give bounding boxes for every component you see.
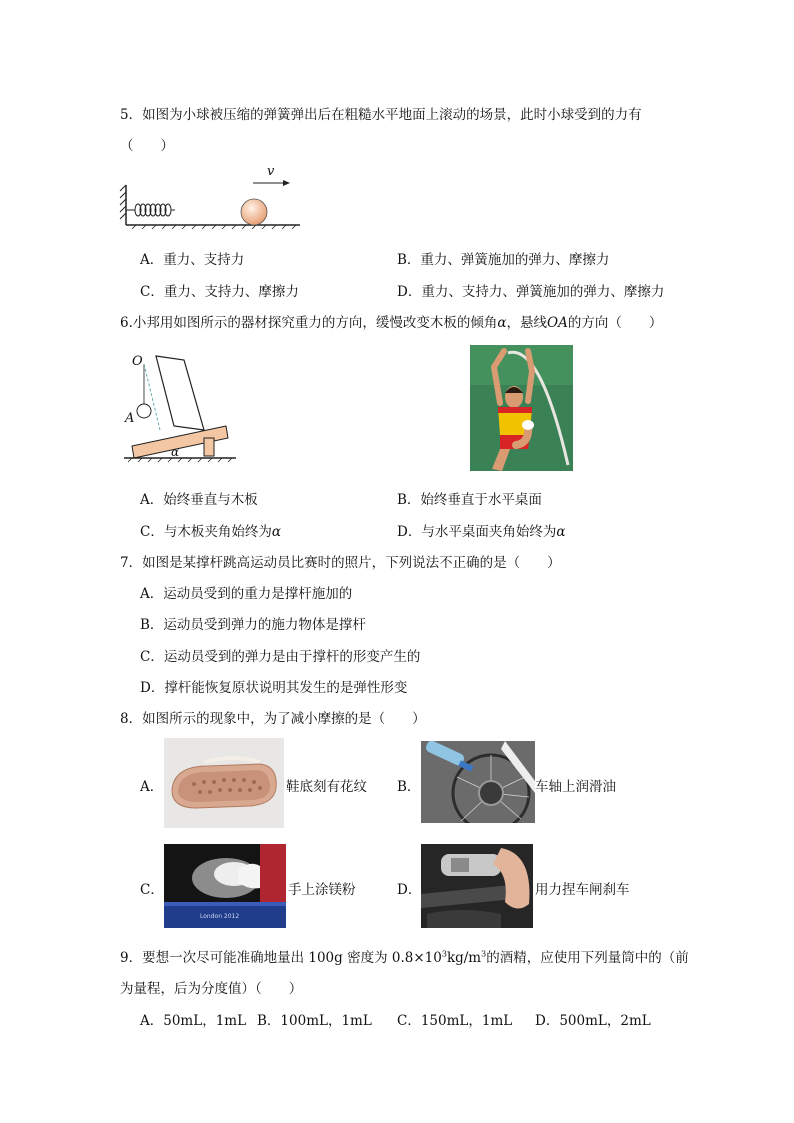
q8-option-c-letter: C． xyxy=(140,882,164,898)
q7-stem: 7．如图是某撑杆跳高运动员比赛时的照片，下列说法不正确的是（ ） xyxy=(120,555,561,571)
q6-oa-label: OA xyxy=(547,315,568,331)
q9-stem-line2: 为量程，后为分度值）（ ） xyxy=(120,981,303,997)
q7-option-c: C．运动员受到的弹力是由于撑杆的形变产生的 xyxy=(140,649,421,665)
q5-stem: 5．如图为小球被压缩的弹簧弹出后在粗糙水平地面上滚动的场景，此时小球受到的力有 xyxy=(120,107,642,123)
q8-stem: 8．如图所示的现象中，为了减小摩擦的是（ ） xyxy=(120,711,426,727)
q9-stem-part3: 的酒精，应使用下列量筒中的（前 xyxy=(486,950,689,966)
q6-option-d-alpha: α xyxy=(556,524,566,540)
q6-stem-part1: 6.小邦用如图所示的器材探究重力的方向，缓慢改变木板的倾角 xyxy=(120,315,498,331)
q6-point-o-label: O xyxy=(132,354,143,369)
pole-vault-photo xyxy=(470,345,573,471)
q9-stem-part1: 9．要想一次尽可能准确地量出 100g 密度为 0.8×10 xyxy=(120,950,442,966)
q6-angle-alpha-label: α xyxy=(171,445,180,459)
q9-stem-line1 xyxy=(120,946,689,966)
q8-shoe-sole-photo xyxy=(164,738,284,828)
q8-bike-brake-photo xyxy=(421,844,533,928)
q5-option-b: B．重力、弹簧施加的弹力、摩擦力 xyxy=(397,252,610,268)
q9-option-c: C．150mL，1mL xyxy=(397,1013,513,1029)
q9-stem-part2: kg/m xyxy=(446,950,482,966)
q6-option-b: B．始终垂直于水平桌面 xyxy=(397,492,542,508)
q5-option-c: C．重力、支持力、摩擦力 xyxy=(140,284,299,300)
q6-incline-figure xyxy=(122,352,242,467)
q5-option-d: D．重力、支持力、弹簧施加的弹力、摩擦力 xyxy=(397,284,665,300)
q6-stem xyxy=(120,311,662,331)
q8-option-a-caption: 鞋底刻有花纹 xyxy=(286,779,367,795)
q6-option-a: A．始终垂直与木板 xyxy=(140,492,258,508)
q9-option-a: A．50mL，1mL xyxy=(140,1013,247,1029)
q5-spring-ball-figure xyxy=(118,165,303,235)
q8-option-b-caption: 车轴上润滑油 xyxy=(535,779,616,795)
q6-option-c-alpha: α xyxy=(271,524,281,540)
q7-option-d: D．撑杆能恢复原状说明其发生的是弹性形变 xyxy=(140,680,408,696)
q6-option-d xyxy=(397,520,565,540)
q9-sup-3b: 3 xyxy=(481,949,487,959)
q8-bike-axle-photo xyxy=(421,741,535,823)
q5-option-a: A．重力、支持力 xyxy=(140,252,245,268)
q6-point-a-label: A xyxy=(125,411,135,426)
q6-stem-part2: ，悬线 xyxy=(506,315,548,331)
q9-option-d: D．500mL，2mL xyxy=(535,1013,651,1029)
q6-option-c-text: C．与木板夹角始终为 xyxy=(140,524,272,540)
q6-option-d-text: D．与水平桌面夹角始终为 xyxy=(397,524,557,540)
q9-sup-3a: 3 xyxy=(441,949,447,959)
q6-stem-part3: 的方向（ ） xyxy=(567,315,663,331)
q6-alpha-symbol: α xyxy=(497,315,507,331)
q8-option-b-letter: B． xyxy=(397,779,421,795)
q9-option-b: B．100mL，1mL xyxy=(257,1013,372,1029)
q8-option-d-caption: 用力捏车闸刹车 xyxy=(535,882,630,898)
q8-option-d-letter: D． xyxy=(397,882,422,898)
q7-option-a: A．运动员受到的重力是撑杆施加的 xyxy=(140,586,353,602)
q6-option-c xyxy=(140,520,281,540)
q8-box-text: London 2012 xyxy=(200,913,240,920)
q7-option-b: B．运动员受到弹力的施力物体是撑杆 xyxy=(140,617,366,633)
q5-velocity-label: v xyxy=(267,165,275,179)
q8-option-c-caption: 手上涂镁粉 xyxy=(288,882,356,898)
q5-paren: （ ） xyxy=(120,138,174,154)
q8-magnesium-powder-photo xyxy=(164,844,286,928)
q8-option-a-letter: A． xyxy=(140,779,164,795)
